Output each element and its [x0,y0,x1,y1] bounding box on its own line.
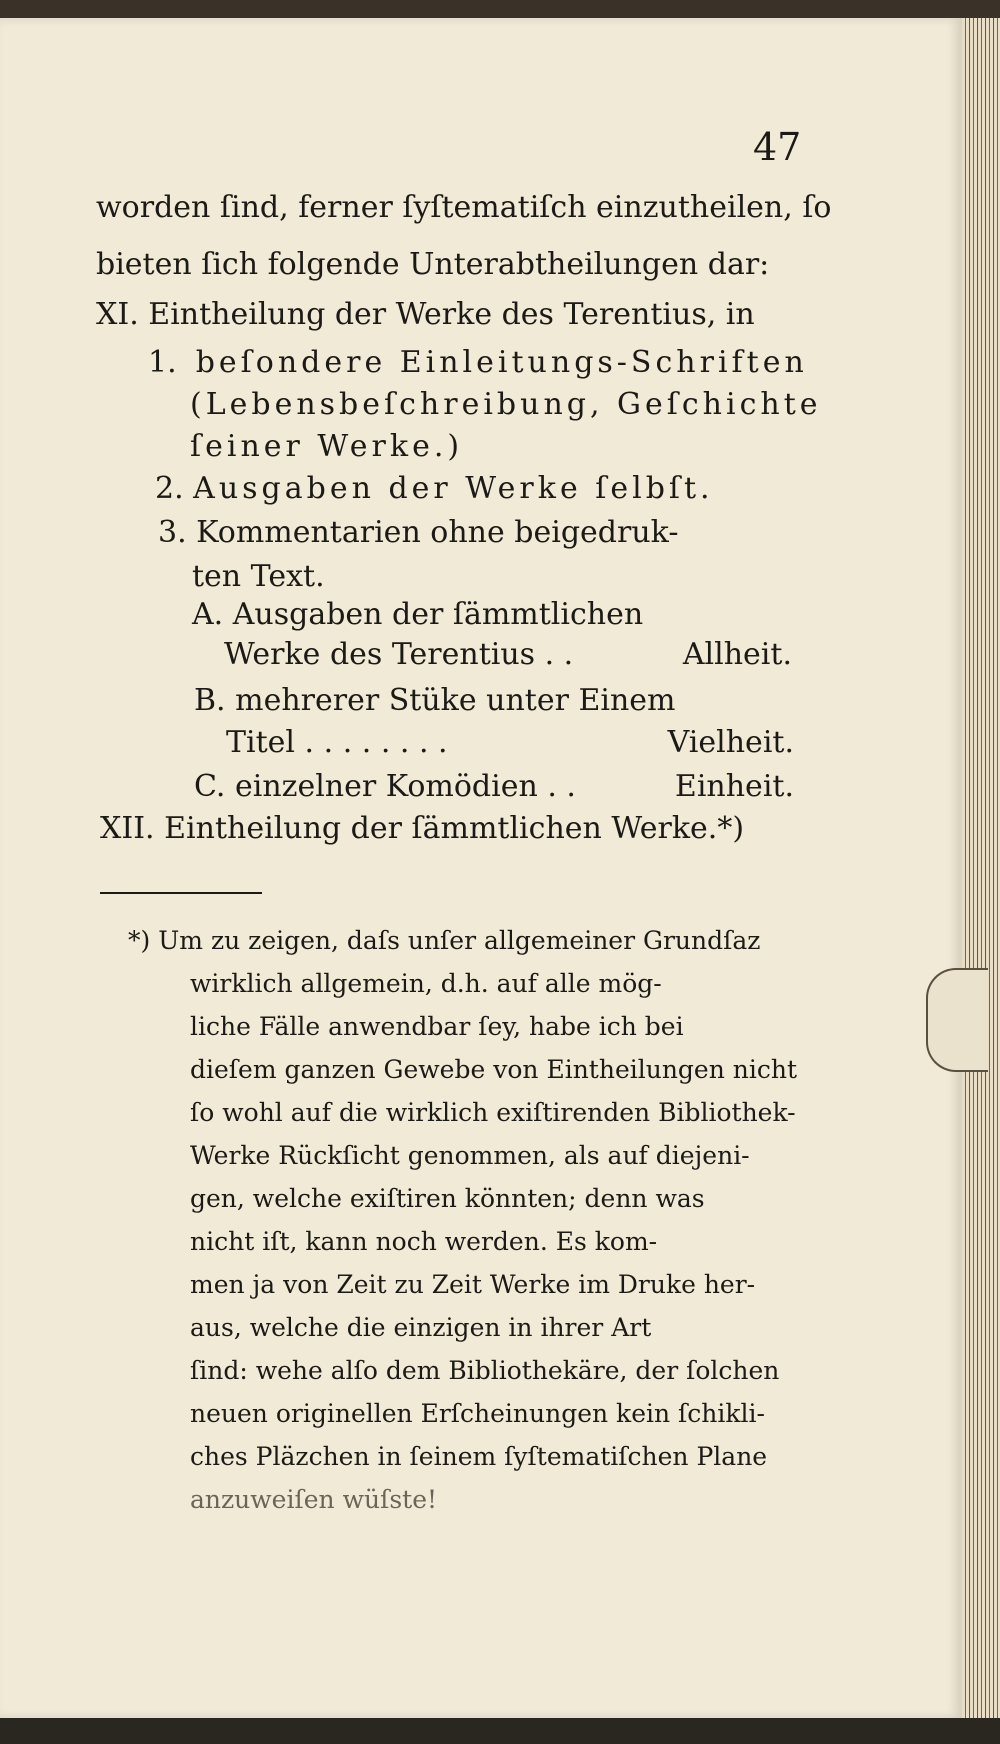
footnote-line: liche Fälle anwendbar ſey, habe ich bei [190,1012,684,1041]
footnote-line: dieſem ganzen Gewebe von Eintheilungen nicht [190,1055,798,1084]
footnote-line: anzuweiſen wüſste! [190,1485,438,1514]
footnote-line: gen, welche exiſtiren könnten; denn was [190,1184,705,1213]
body-line: worden ſind, ferner ſyſtematiſch einzutheilen, ſo [96,190,832,225]
label-allheit: Allheit. [682,637,792,672]
footnote-line: *) Um zu zeigen, daſs unſer allgemeiner Grundſaz [128,926,761,955]
footnote-marker: *) [128,926,151,955]
page-number: 47 [753,125,802,169]
footnote-line: aus, welche die einzigen in ihrer Art [190,1313,652,1342]
subitem-b: B. mehrerer Stüke unter Einem [194,683,676,718]
footnote-line: Werke Rückſicht genommen, als auf diejeni- [190,1141,750,1170]
section-heading-xi: XI. Eintheilung der Werke des Terentius, in [96,297,755,332]
subsection-line: ſeiner Werke.) [190,429,464,464]
footnote-line: ſo wohl auf die wirklich exiſtirenden Bibliothek- [190,1098,796,1127]
subsection-item-1: 1. beſondere Einleitungs-Schriften [148,345,808,380]
footnote-line: wirklich allgemein, d.h. auf alle mög- [190,969,662,998]
footnote-line: nicht iſt, kann noch werden. Es kom- [190,1227,658,1256]
footnote-line: ches Pläzchen in ſeinem ſyſtematiſchen Plane [190,1442,768,1471]
footnote-line: men ja von Zeit zu Zeit Werke im Druke her- [190,1270,756,1299]
body-line: bieten ſich folgende Unterabtheilungen dar: [96,247,770,282]
section-heading-xii: XII. Eintheilung der ſämmtlichen Werke.*) [100,811,745,846]
subitem-a: A. Ausgaben der ſämmtlichen [192,597,644,632]
bottom-shadow [0,1718,1000,1744]
subitem-a-line: Werke des Terentius . . Allheit. [224,637,792,672]
label-einheit: Einheit. [674,769,794,804]
page-marker-tab [926,968,988,1072]
subsection-line: (Lebensbeſchreibung, Geſchichte [190,387,822,422]
top-shadow [0,0,1000,18]
subsection-line: ten Text. [192,559,325,594]
subitem-c: C. einzelner Komödien . . Einheit. [194,769,794,804]
footnote-line: ſind: wehe alſo dem Bibliothekäre, der ſolchen [190,1356,780,1385]
subitem-b-line: Titel . . . . . . . . Vielheit. [226,725,794,760]
footnote-rule [100,892,262,894]
footnote-line: neuen originellen Erſcheinungen kein ſchikli- [190,1399,765,1428]
subsection-item-2: 2. Ausgaben der Werke ſelbſt. [155,471,714,506]
label-vielheit: Vielheit. [667,725,794,760]
page-edges [962,18,1000,1718]
subsection-item-3: 3. Kommentarien ohne beigedruk- [158,515,679,550]
